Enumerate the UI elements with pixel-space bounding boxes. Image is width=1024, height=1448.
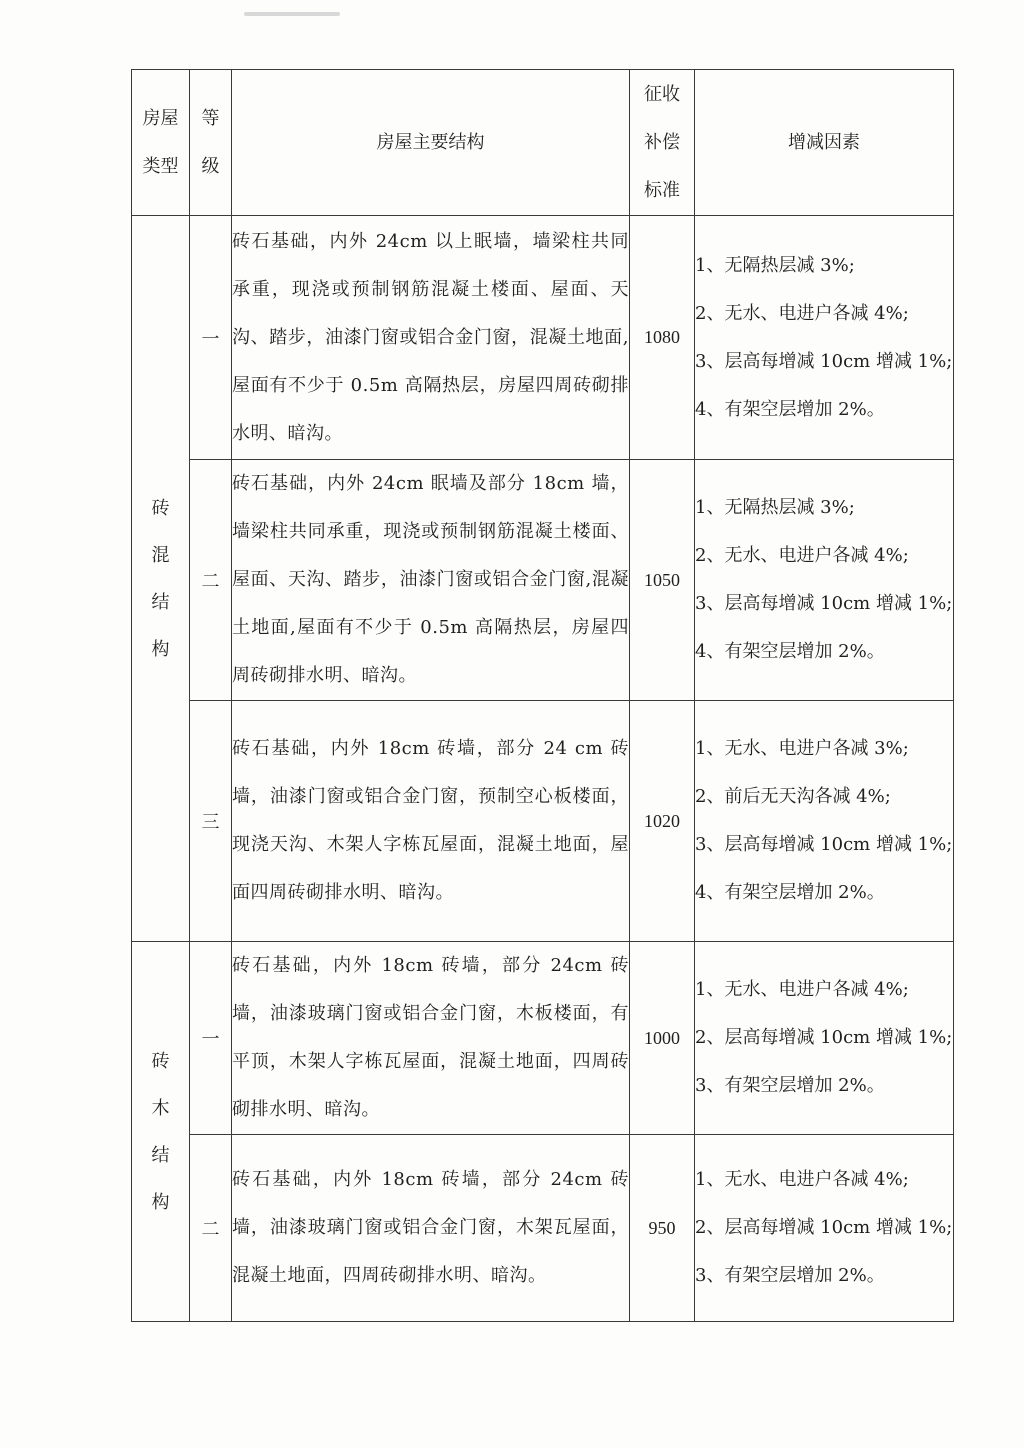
factors-cell (695, 460, 954, 701)
header-standard-line3: 标准 (644, 179, 680, 201)
standard-cell: 950 (630, 1135, 695, 1322)
grade-cell: 三 (190, 701, 232, 942)
grade-cell: 二 (190, 460, 232, 701)
house-type-char: 砖 (151, 1050, 170, 1072)
header-grade-line1: 等 (201, 107, 220, 129)
structure-cell: 砖石基础，内外 18cm 砖墙，部分 24cm 砖墙，油漆玻璃门窗或铝合金门窗，木架瓦屋面，混凝土地面，四周砖砌排水明、暗沟。 (232, 1135, 630, 1322)
grade-cell: 二 (190, 1135, 232, 1322)
factor-item: 1、无水、电进户各减 3%; (695, 738, 909, 759)
house-type-char: 构 (151, 1191, 170, 1213)
factor-list (695, 725, 953, 917)
factors-cell (695, 1135, 954, 1322)
structure-cell: 砖石基础，内外 24cm 眠墙及部分 18cm 墙，墙梁柱共同承重，现浇或预制钢筋混凝土楼面、屋面、天沟、踏步，油漆门窗或铝合金门窗,混凝土地面,屋面有不少于 0.5m 高隔热层，房屋四周砖砌排水明、暗沟。 (232, 460, 630, 701)
factor-list (695, 966, 953, 1110)
factor-item: 2、无水、电进户各减 4%; (695, 302, 909, 324)
factor-item: 2、前后无天沟各减 4%; (695, 786, 891, 807)
table-header-row (132, 70, 954, 216)
house-type-char: 木 (151, 1097, 170, 1119)
factor-item: 2、无水、电进户各减 4%; (695, 545, 909, 566)
factors-cell (695, 942, 954, 1135)
house-type-char: 砖 (151, 497, 170, 519)
factor-item: 1、无水、电进户各减 4%; (695, 979, 909, 1000)
grade-cell: 一 (190, 216, 232, 460)
header-compensation-standard (630, 70, 695, 216)
header-grade (190, 70, 232, 216)
factor-list (695, 1156, 953, 1300)
factor-item: 3、有架空层增加 2%。 (695, 1075, 885, 1096)
grade-cell: 一 (190, 942, 232, 1135)
header-house-type (132, 70, 190, 216)
factor-item: 1、无隔热层减 3%; (695, 497, 855, 518)
header-adjustment-factors: 增减因素 (695, 70, 954, 216)
standard-cell: 1000 (630, 942, 695, 1135)
factor-item: 2、层高每增减 10cm 增减 1%; (695, 1027, 953, 1048)
table-row (132, 1135, 954, 1322)
house-type-char: 结 (151, 591, 170, 613)
factor-item: 2、层高每增减 10cm 增减 1%; (695, 1217, 953, 1238)
header-house-type-line2: 类型 (142, 155, 179, 177)
standard-cell: 1050 (630, 460, 695, 701)
header-grade-line2: 级 (201, 155, 220, 177)
structure-cell: 砖石基础，内外 18cm 砖墙，部分 24 cm 砖墙，油漆门窗或铝合金门窗，预制空心板楼面，现浇天沟、木架人字栋瓦屋面，混凝土地面，屋面四周砖砌排水明、暗沟。 (232, 701, 630, 942)
standard-cell: 1080 (630, 216, 695, 460)
house-type-char: 构 (151, 638, 170, 660)
table-row (132, 216, 954, 460)
factor-item: 1、无水、电进户各减 4%; (695, 1169, 909, 1190)
table-row (132, 460, 954, 701)
factor-item: 3、有架空层增加 2%。 (695, 1265, 885, 1286)
factor-item: 4、有架空层增加 2%。 (695, 398, 885, 420)
factor-list (695, 242, 953, 434)
table-row (132, 701, 954, 942)
factor-item: 4、有架空层增加 2%。 (695, 641, 885, 662)
house-type-char: 结 (151, 1144, 170, 1166)
house-type-cell (132, 216, 190, 942)
factor-item: 4、有架空层增加 2%。 (695, 882, 885, 903)
factor-item: 3、层高每增减 10cm 增减 1%; (695, 593, 953, 614)
house-type-char: 混 (151, 544, 170, 566)
factor-item: 3、层高每增减 10cm 增减 1%; (695, 834, 953, 855)
compensation-standard-table (131, 69, 954, 1322)
header-standard-line2: 补偿 (644, 131, 680, 153)
house-type-cell (132, 942, 190, 1322)
factor-item: 1、无隔热层减 3%; (695, 254, 855, 276)
header-house-type-line1: 房屋 (142, 107, 179, 129)
factor-item: 3、层高每增减 10cm 增减 1%; (695, 350, 953, 372)
header-main-structure: 房屋主要结构 (232, 70, 630, 216)
structure-cell: 砖石基础，内外 18cm 砖墙，部分 24cm 砖墙，油漆玻璃门窗或铝合金门窗，木板楼面，有平顶，木架人字栋瓦屋面，混凝土地面，四周砖砌排水明、暗沟。 (232, 942, 630, 1135)
table-row (132, 942, 954, 1135)
factors-cell (695, 701, 954, 942)
structure-cell: 砖石基础，内外 24cm 以上眠墙，墙梁柱共同承重，现浇或预制钢筋混凝土楼面、屋面、天沟、踏步，油漆门窗或铝合金门窗，混凝土地面,屋面有不少于 0.5m 高隔热层，房屋四周砖砌排水明、暗沟。 (232, 216, 630, 460)
scan-artifact (244, 12, 340, 16)
standard-cell: 1020 (630, 701, 695, 942)
header-standard-line1: 征收 (644, 83, 680, 105)
factor-list (695, 484, 953, 676)
factors-cell (695, 216, 954, 460)
